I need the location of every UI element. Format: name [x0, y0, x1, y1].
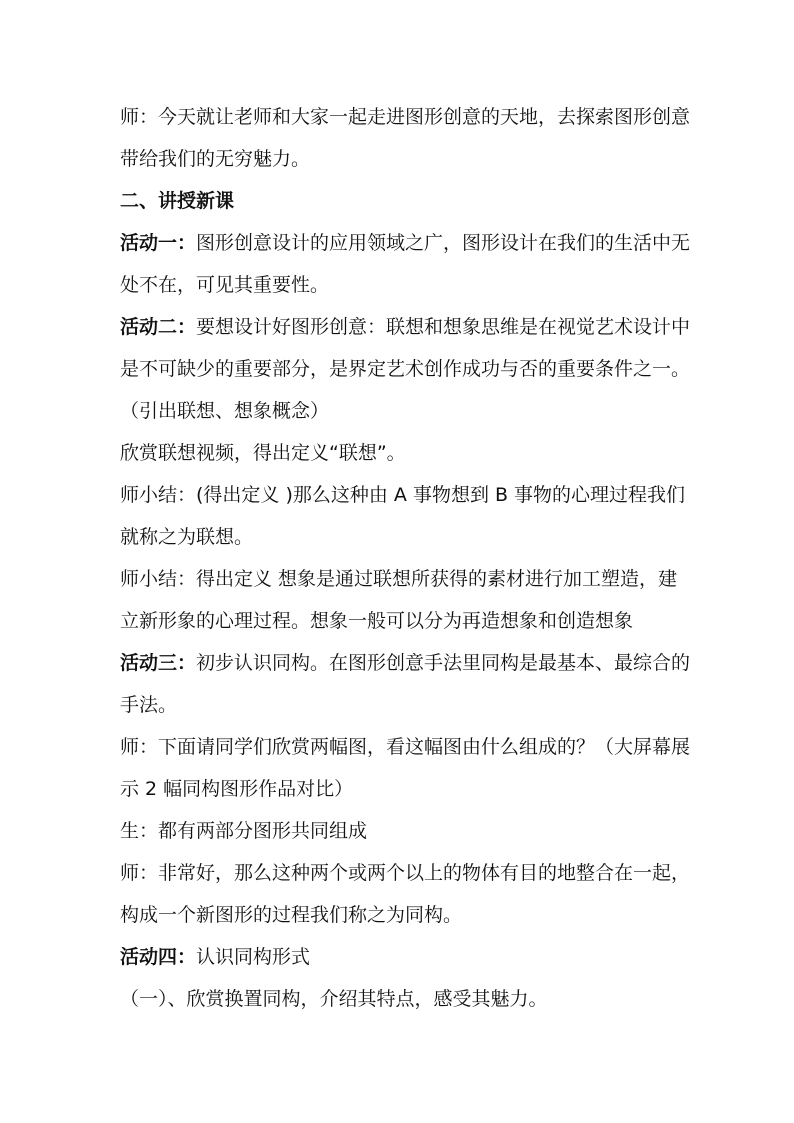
paragraph-line: 师：今天就让老师和大家一起走进图形创意的天地，去探索图形创意 — [120, 106, 691, 128]
paragraph-line: 构成一个新图形的过程我们称之为同构。 — [120, 904, 463, 926]
paragraph-line: （一）、欣赏换置同构，介绍其特点，感受其魅力。 — [120, 988, 548, 1010]
activity-line: 活动二：要想设计好图形创意：联想和想象思维是在视觉艺术设计中 — [120, 316, 691, 338]
paragraph-line: 师：非常好，那么这种两个或两个以上的物体有目的地整合在一起， — [120, 862, 691, 884]
paragraph-line: 处不在，可见其重要性。 — [120, 274, 330, 296]
activity-label: 活动二： — [120, 316, 197, 338]
paragraph-line: 就称之为联想。 — [120, 526, 254, 548]
paragraph-line: 生：都有两部分图形共同组成 — [120, 820, 368, 842]
activity-label: 活动三： — [120, 652, 197, 674]
paragraph-line: 欣赏联想视频，得出定义“联想”。 — [120, 442, 406, 464]
activity-line: 活动四：认识同构形式 — [120, 946, 311, 968]
paragraph-line: 带给我们的无穷魅力。 — [120, 148, 311, 170]
paragraph-line: 示 2 幅同构图形作品对比） — [120, 778, 354, 800]
paragraph-line: （引出联想、想象概念） — [120, 400, 330, 422]
activity-line: 活动一：图形创意设计的应用领域之广，图形设计在我们的生活中无 — [120, 232, 691, 254]
paragraph-line: 师小结：(得出定义 )那么这种由 A 事物想到 B 事物的心理过程我们 — [120, 484, 686, 506]
paragraph-line: 是不可缺少的重要部分，是界定艺术创作成功与否的重要条件之一。 — [120, 358, 691, 380]
activity-label: 活动四： — [120, 946, 197, 968]
paragraph-line: 立新形象的心理过程。想象一般可以分为再造想象和创造想象 — [120, 610, 634, 632]
section-heading: 二、讲授新课 — [120, 190, 235, 212]
paragraph-line: 师小结：得出定义 想象是通过联想所获得的素材进行加工塑造，建 — [120, 568, 678, 590]
activity-label: 活动一： — [120, 232, 197, 254]
activity-line: 活动三：初步认识同构。在图形创意手法里同构是最基本、最综合的 — [120, 652, 691, 674]
paragraph-line: 手法。 — [120, 694, 178, 716]
paragraph-line: 师：下面请同学们欣赏两幅图，看这幅图由什么组成的？（大屏幕展 — [120, 736, 691, 758]
